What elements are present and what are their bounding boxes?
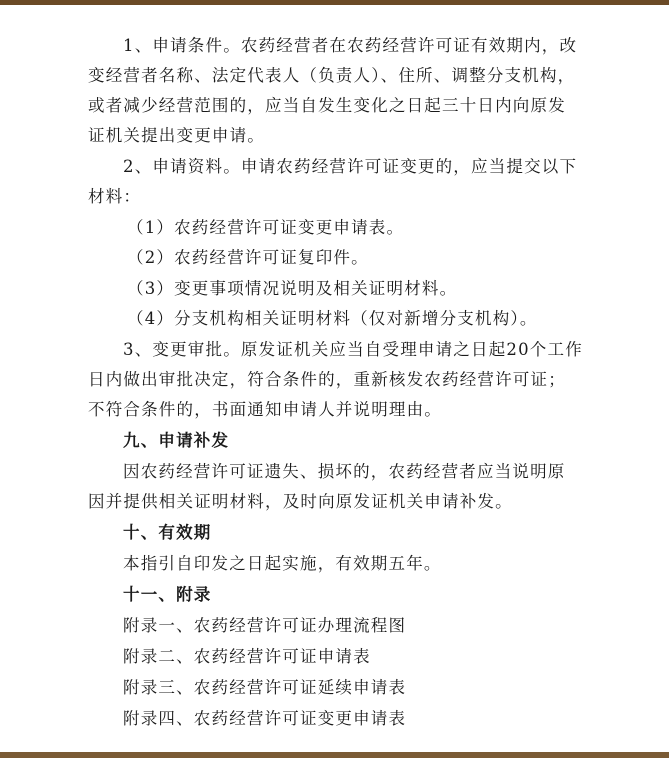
paragraph-1-line-4: 证机关提出变更申请。 [88, 126, 265, 145]
appendix-item-4: 附录四、农药经营许可证变更申请表 [123, 709, 407, 728]
appendix-item-1: 附录一、农药经营许可证办理流程图 [123, 616, 407, 635]
paragraph-1-line-1: 1、申请条件。农药经营者在农药经营许可证有效期内，改 [123, 36, 578, 55]
paragraph-3-line-1: 3、变更审批。原发证机关应当自受理申请之日起20个工作 [123, 340, 583, 359]
paragraph-1-line-2: 变经营者名称、法定代表人（负责人）、住所、调整分支机构， [88, 66, 576, 85]
paragraph-2-line-2: 材料： [88, 187, 142, 206]
section-heading-11: 十一、附录 [123, 585, 212, 604]
section-10-line-1: 本指引自印发之日起实施，有效期五年。 [123, 554, 442, 573]
paragraph-3-line-3: 不符合条件的，书面通知申请人并说明理由。 [88, 400, 442, 419]
list-item-1: （1）农药经营许可证变更申请表。 [127, 218, 405, 237]
appendix-item-2: 附录二、农药经营许可证申请表 [123, 647, 371, 666]
list-item-4: （4）分支机构相关证明材料（仅对新增分支机构）。 [127, 309, 538, 328]
bottom-border [0, 752, 669, 758]
top-border [0, 0, 669, 5]
section-9-line-2: 因并提供相关证明材料，及时向原发证机关申请补发。 [88, 492, 513, 511]
appendix-item-3: 附录三、农药经营许可证延续申请表 [123, 678, 407, 697]
list-item-3: （3）变更事项情况说明及相关证明材料。 [127, 279, 458, 298]
paragraph-2-line-1: 2、申请资料。申请农药经营许可证变更的，应当提交以下 [123, 157, 578, 176]
section-heading-10: 十、有效期 [123, 523, 212, 542]
paragraph-3-line-2: 日内做出审批决定，符合条件的，重新核发农药经营许可证； [88, 370, 566, 389]
section-heading-9: 九、申请补发 [123, 431, 230, 450]
paragraph-1-line-3: 或者减少经营范围的，应当自发生变化之日起三十日内向原发 [88, 96, 566, 115]
list-item-2: （2）农药经营许可证复印件。 [127, 248, 369, 267]
section-9-line-1: 因农药经营许可证遗失、损坏的，农药经营者应当说明原 [123, 462, 566, 481]
